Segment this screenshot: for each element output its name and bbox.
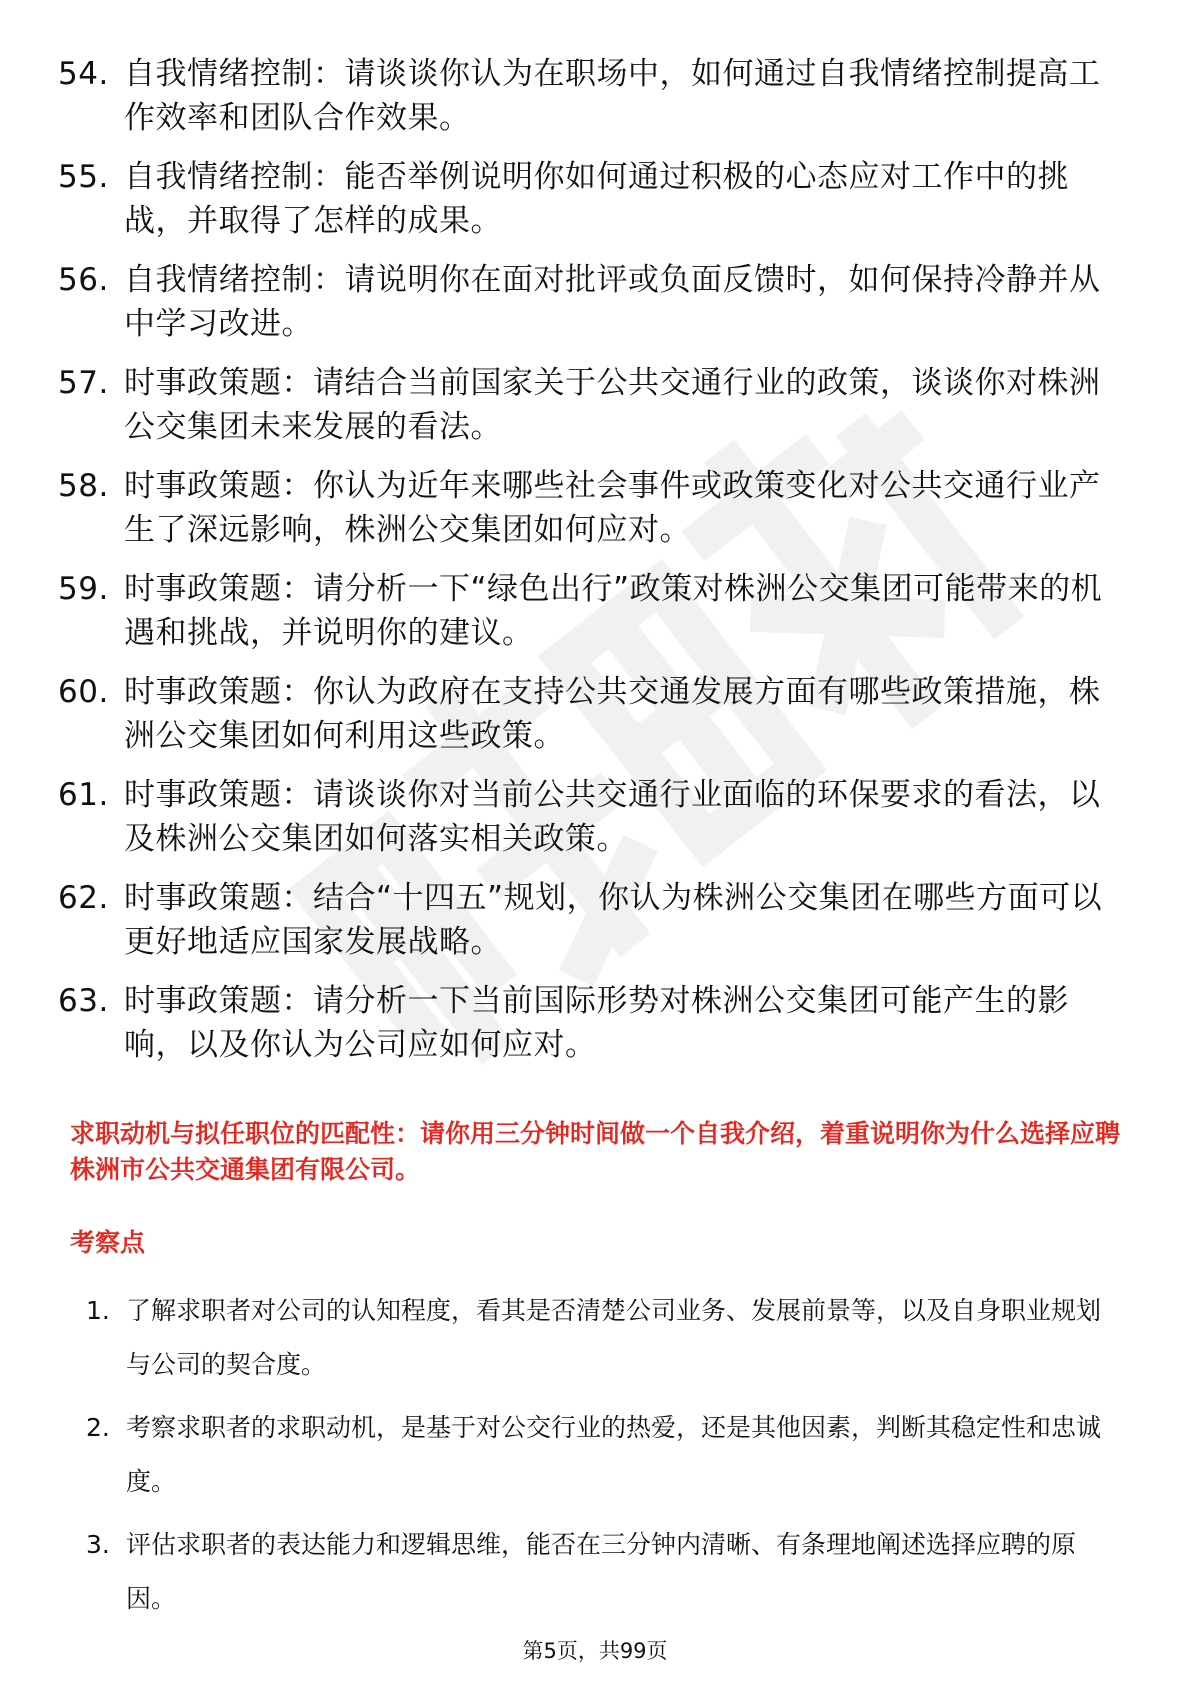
section-heading: 求职动机与拟任职位的匹配性：请你用三分钟时间做一个自我介绍，着重说明你为什么选择应聘株洲市公共交通集团有限公司。 <box>70 1119 1121 1184</box>
question-text: 自我情绪控制：请谈谈你认为在职场中，如何通过自我情绪控制提高工作效率和团队合作效果。 <box>124 56 1101 136</box>
question-text: 时事政策题：结合“十四五”规划，你认为株洲公交集团在哪些方面可以更好地适应国家发展战略。 <box>124 880 1103 960</box>
question-number: 58. <box>58 468 109 504</box>
list-item <box>58 52 1118 140</box>
question-text: 自我情绪控制：能否举例说明你如何通过积极的心态应对工作中的挑战，并取得了怎样的成果。 <box>124 159 1069 239</box>
question-number: 59. <box>58 571 109 607</box>
point-number: 3. <box>86 1530 110 1559</box>
point-text: 考察求职者的求职动机，是基于对公交行业的热爱，还是其他因素，判断其稳定性和忠诚度。 <box>126 1413 1102 1496</box>
point-number: 2. <box>86 1413 110 1442</box>
question-text: 时事政策题：请谈谈你对当前公共交通行业面临的环保要求的看法，以及株洲公交集团如何落实相关政策。 <box>124 777 1101 857</box>
list-item <box>58 155 1118 243</box>
point-text: 评估求职者的表达能力和逻辑思维，能否在三分钟内清晰、有条理地阐述选择应聘的原因。 <box>126 1530 1077 1613</box>
list-item <box>58 464 1118 552</box>
question-number: 55. <box>58 159 109 195</box>
list-item <box>58 979 1118 1067</box>
question-number: 60. <box>58 674 109 710</box>
list-item <box>86 1401 1116 1509</box>
question-text: 时事政策题：你认为政府在支持公共交通发展方面有哪些政策措施，株洲公交集团如何利用这些政策。 <box>124 674 1101 754</box>
question-text: 时事政策题：你认为近年来哪些社会事件或政策变化对公共交通行业产生了深远影响，株洲公交集团如何应对。 <box>124 468 1101 548</box>
section-subheading: 考察点 <box>70 1228 146 1257</box>
assessment-points-list <box>86 1284 1116 1635</box>
question-text: 时事政策题：请分析一下当前国际形势对株洲公交集团可能产生的影响，以及你认为公司应如何应对。 <box>124 983 1069 1063</box>
question-number: 54. <box>58 56 109 92</box>
page-number: 第5页，共99页 <box>522 1639 668 1663</box>
point-number: 1. <box>86 1296 110 1325</box>
question-text: 自我情绪控制：请说明你在面对批评或负面反馈时，如何保持冷静并从中学习改进。 <box>124 262 1101 342</box>
list-item <box>86 1284 1116 1392</box>
question-number: 63. <box>58 983 109 1019</box>
list-item <box>58 361 1118 449</box>
question-number: 57. <box>58 365 109 401</box>
list-item <box>58 773 1118 861</box>
list-item <box>58 876 1118 964</box>
question-number: 56. <box>58 262 109 298</box>
list-item <box>86 1518 1116 1626</box>
list-item <box>58 258 1118 346</box>
question-text: 时事政策题：请分析一下“绿色出行”政策对株洲公交集团可能带来的机遇和挑战，并说明你的建议。 <box>124 571 1103 651</box>
question-text: 时事政策题：请结合当前国家关于公共交通行业的政策，谈谈你对株洲公交集团未来发展的看法。 <box>124 365 1101 445</box>
list-item <box>58 567 1118 655</box>
question-number: 61. <box>58 777 109 813</box>
question-number: 62. <box>58 880 109 916</box>
point-text: 了解求职者对公司的认知程度，看其是否清楚公司业务、发展前景等，以及自身职业规划与公司的契合度。 <box>126 1296 1102 1379</box>
list-item <box>58 670 1118 758</box>
question-list <box>58 52 1118 1082</box>
